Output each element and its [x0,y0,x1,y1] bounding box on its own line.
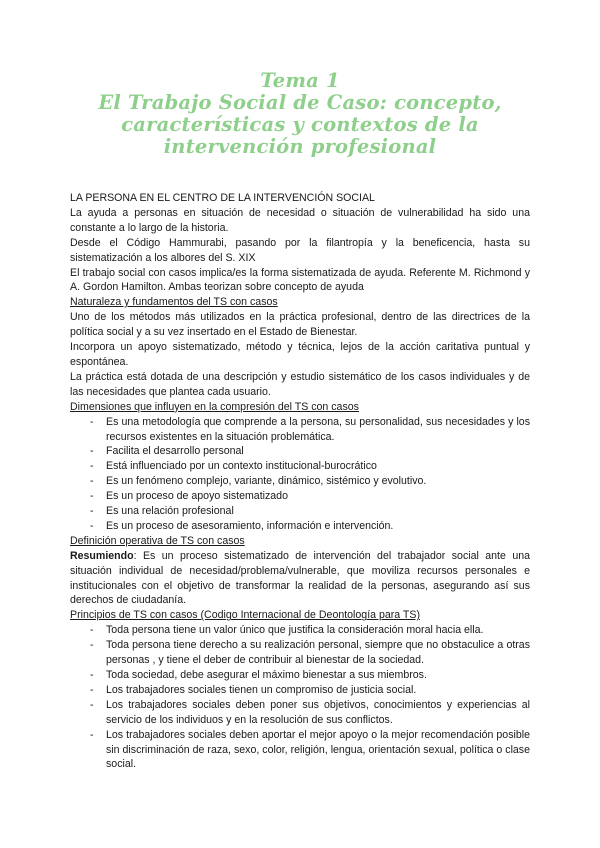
list-item: - Es una relación profesional [70,504,530,519]
list-item: - Es un fenómeno complejo, variante, dinámico, sistémico y evolutivo. [70,474,530,489]
list-item: - Es una metodología que comprende a la persona, su personalidad, sus necesidades y los recursos existentes en la situación problemática. [70,415,530,445]
list-item: - Es un proceso de asesoramiento, información e intervención. [70,519,530,534]
list-item: - Los trabajadores sociales deben poner sus objetivos, conocimientos y experiencias al servicio de los individuos y en la resolución de sus conflictos. [70,698,530,728]
list-item: - Toda persona tiene un valor único que justifica la consideración moral hacia ella. [70,623,530,638]
dimensiones-heading: Dimensiones que influyen en la compresión del TS con casos [70,400,359,413]
document-title [60,70,540,158]
definicion-paragraph [70,549,530,609]
document-body [70,191,530,772]
list-item: - Está influenciado por un contexto institucional-burocrático [70,459,530,474]
title-line-2: El Trabajo Social de Caso: concepto, [98,91,502,114]
naturaleza-paragraph: La práctica está dotada de una descripción y estudio sistemático de los casos individuales y de las necesidades que plantea cada usuario. [70,370,530,398]
intro-paragraph: Desde el Código Hammurabi, pasando por la filantropía y la beneficencia, hasta su sistematización a los albores del S. XIX [70,236,530,264]
list-item: - Es un proceso de apoyo sistematizado [70,489,530,504]
list-item: - Los trabajadores sociales tienen un compromiso de justicia social. [70,683,530,698]
list-item: - Toda sociedad, debe asegurar el máximo bienestar a sus miembros. [70,668,530,683]
definicion-text: : Es un proceso sistematizado de intervención del trabajador social ante una situación individual de necesidad/problema/vulnerable, que moviliza recursos personales e institucionales con el objetivo de transformar la realidad de la personas, asegurando así sus derechos de ciudadanía. [70,549,530,607]
principios-heading: Principios de TS con casos (Codigo Internacional de Deontología para TS) [70,609,420,622]
dimensiones-list [70,415,530,534]
intro-paragraph: La ayuda a personas en situación de necesidad o situación de vulnerabilidad ha sido una constante a lo largo de la historia. [70,206,530,234]
list-item: - Toda persona tiene derecho a su realización personal, siempre que no obstaculice a otras personas , y tiene el deber de contribuir al bienestar de la sociedad. [70,638,530,668]
definicion-heading: Definición operativa de TS con casos [70,534,245,547]
title-line-4: intervención profesional [163,135,437,158]
naturaleza-paragraph: Incorpora un apoyo sistematizado, método y técnica, lejos de la acción caritativa puntual y espontánea. [70,341,530,368]
naturaleza-heading: Naturaleza y fundamentos del TS con casos [70,296,278,309]
naturaleza-paragraph: Uno de los métodos más utilizados en la práctica profesional, dentro de las directrices de la política social y a su vez insertado en el Estado de Bienestar. [70,311,530,339]
intro-paragraph: El trabajo social con casos implica/es la forma sistematizada de ayuda. Referente M. Richmond y A. Gordon Hamilton. Ambas teorizan sobre concepto de ayuda [70,266,530,294]
list-item: - Los trabajadores sociales deben aportar el mejor apoyo o la mejor recomendación posible sin discriminación de raza, sexo, color, religión, lengua, orientación sexual, política o clase social. [70,728,530,773]
title-line-3: características y contextos de la [121,113,479,136]
principios-list [70,623,530,772]
section-heading: LA PERSONA EN EL CENTRO DE LA INTERVENCIÓN SOCIAL [70,192,375,204]
list-item: - Facilita el desarrollo personal [70,444,530,459]
title-line-1: Tema 1 [260,69,340,92]
definicion-label: Resumiendo [70,549,134,562]
